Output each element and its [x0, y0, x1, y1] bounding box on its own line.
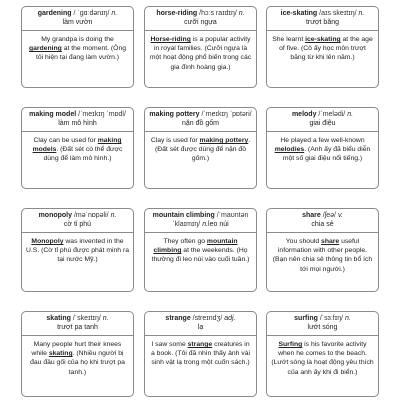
vocab-card-horse-riding: [144, 6, 257, 88]
example-text: creatures in a book. (Tôi đã nhìn thấy ảnh vài sinh vật lạ trong một cuốn sách.): [151, 341, 250, 367]
example-highlight: Horse-riding: [150, 36, 191, 43]
card-word: strange: [165, 315, 191, 322]
card-pos: n.: [202, 221, 209, 228]
card-meaning: cờ tỉ phú: [63, 221, 92, 228]
card-word: share: [302, 212, 321, 219]
example-highlight: Surfing: [278, 341, 303, 348]
card-word: melody: [291, 111, 317, 118]
card-ipa: /ˈskeɪtɪŋ/: [70, 315, 103, 322]
vocab-card-melody: [266, 107, 379, 189]
example-highlight: skating: [48, 350, 73, 358]
card-header: [145, 108, 256, 132]
card-meaning: lạ: [197, 324, 204, 331]
example-text: at the weekends. (Họ thường đi leo núi vào cuối tuần.): [151, 247, 250, 264]
card-example: [145, 336, 256, 371]
card-pos: n.: [345, 315, 351, 322]
example-highlight: making models: [32, 137, 122, 154]
vocab-card-surfing: [266, 311, 379, 397]
example-text: at the moment. (Ông tôi hiện tại đang làm vườn.): [35, 45, 127, 62]
card-ipa: /ˈmaʊntən ˈklaɪmɪŋ/: [172, 212, 249, 228]
card-example: [145, 132, 256, 167]
vocab-card-ice-skating: [266, 6, 379, 88]
card-word: ice-skating: [280, 10, 318, 17]
card-pos: n.: [358, 10, 365, 17]
card-header: [22, 209, 133, 233]
vocab-card-gardening: [21, 6, 134, 88]
vocab-card-mountain-climbing: [144, 208, 257, 292]
card-header: [145, 209, 256, 233]
card-ipa: /hɔːs raɪdɪŋ/: [197, 10, 239, 17]
card-header: [267, 312, 378, 336]
vocab-card-strange: [144, 311, 257, 397]
example-text: Many people hurt their knees while: [31, 341, 122, 358]
example-text: useful information with other people. (Bạn nên chia sẻ thông tin bổ ích tới mọi người.): [272, 238, 373, 273]
card-ipa: /aɪs skeɪtɪŋ/: [317, 10, 359, 17]
example-highlight: mountain climbing: [153, 238, 238, 255]
example-highlight: strange: [187, 341, 213, 348]
card-word: skating: [46, 315, 71, 322]
example-text: My grandpa is doing the: [41, 36, 114, 43]
card-word: monopoly: [38, 212, 73, 219]
example-text: . (Nhiều người bị đau đầu gối của họ khi trượt pa tanh.): [30, 350, 125, 376]
card-pos: n.: [110, 212, 117, 219]
card-header: [267, 7, 378, 31]
card-meaning: nặn đồ gốm: [182, 120, 219, 127]
card-ipa: /streɪndʒ/: [190, 315, 225, 322]
card-example: [267, 132, 378, 167]
card-meaning: giai điệu: [309, 120, 336, 127]
example-text: Clay can be used for: [33, 137, 98, 144]
card-example: [22, 336, 133, 380]
example-text: . (Anh ấy đã biểu diễn một số giai điệu nổi tiếng.): [282, 146, 371, 163]
card-header: [22, 108, 133, 132]
example-text: . (Đất sét có thể được dùng để làm mô hình.): [43, 146, 123, 163]
card-word: surfing: [294, 315, 318, 322]
card-header: [267, 108, 378, 132]
card-pos: n.: [238, 10, 245, 17]
card-meaning: trượt pa tanh: [57, 324, 98, 331]
card-meaning: cưỡi ngựa: [184, 19, 217, 26]
vocab-card-monopoly: [21, 208, 134, 292]
card-header: [145, 7, 256, 31]
card-meaning: chia sẻ: [311, 221, 334, 228]
card-ipa: / ˈɡɑːdənɪŋ/: [71, 10, 112, 17]
vocab-card-making-pottery: [144, 107, 257, 189]
card-word: gardening: [37, 10, 72, 17]
example-highlight: Monopoly: [31, 238, 64, 245]
card-ipa: /ˈmeɪkɪŋ ˈmɒdl/: [76, 111, 126, 118]
card-pos: v.: [337, 212, 343, 219]
card-example: [22, 31, 133, 66]
card-pos: adj.: [224, 315, 236, 322]
card-header: [267, 209, 378, 233]
card-word: horse-riding: [156, 10, 198, 17]
card-ipa: /məˈnɒpəli/: [72, 212, 111, 219]
card-header: [145, 312, 256, 336]
card-example: [22, 132, 133, 167]
example-text: I saw some: [151, 341, 188, 348]
card-example: [267, 336, 378, 380]
card-ipa: /ˈmelədi/: [316, 111, 348, 118]
card-example: [22, 233, 133, 268]
card-ipa: /ʃeə/: [320, 212, 338, 219]
card-header: [22, 312, 133, 336]
vocab-card-skating: [21, 311, 134, 397]
card-example: [145, 31, 256, 75]
card-pos: n.: [347, 111, 354, 118]
example-text: is a popular activity in royal families. (Cưỡi ngựa là một hoạt động phổ biến trong các gia đình hoàng gia.): [149, 36, 252, 71]
card-ipa: /ˈmeɪkɪŋ ˈpɒtəri/: [199, 111, 252, 118]
example-text: He played a few well-known: [280, 137, 365, 144]
example-highlight: making pottery: [199, 137, 249, 144]
vocab-card-share: [266, 208, 379, 292]
card-example: [267, 31, 378, 66]
example-text: Clay is used for: [150, 137, 200, 144]
card-header: [22, 7, 133, 31]
card-word: making model: [29, 111, 77, 118]
card-meaning: làm mô hình: [58, 120, 97, 127]
card-pos: n.: [102, 315, 109, 322]
example-text: is his favorite activity when he comes to the beach. (Lướt sóng là hoạt động yêu thích của anh ấy khi đi biển.): [271, 341, 374, 376]
example-text: She learnt: [272, 36, 306, 43]
example-highlight: gardening: [28, 45, 62, 53]
card-meaning: lướt sóng: [307, 324, 338, 331]
example-highlight: share: [321, 238, 340, 245]
card-meaning-inline: leo núi: [208, 221, 229, 228]
example-text: You should: [285, 238, 322, 245]
vocab-card-making-model: [21, 107, 134, 189]
example-highlight: ice-skating: [305, 36, 341, 43]
card-example: [267, 233, 378, 277]
example-text: was invented in the U.S. (Cờ tỉ phú được phát minh ra tại nước Mỹ.): [26, 238, 129, 264]
card-word: mountain climbing: [152, 212, 215, 219]
example-text: at the age of five. (Cô ấy học môn trượt băng từ khi lên năm.): [279, 36, 373, 62]
card-meaning: trượt băng: [305, 19, 339, 26]
example-text: . (Đất sét được dùng để nặn đồ gốm.): [154, 137, 251, 163]
card-pos: n.: [111, 10, 118, 17]
card-ipa: /ˈsɜːfɪŋ/: [317, 315, 345, 322]
example-highlight: melodies: [274, 146, 305, 154]
card-meaning: làm vườn: [62, 19, 93, 26]
card-word: making pottery: [149, 111, 200, 118]
example-text: They often go: [163, 238, 207, 245]
card-example: [145, 233, 256, 268]
